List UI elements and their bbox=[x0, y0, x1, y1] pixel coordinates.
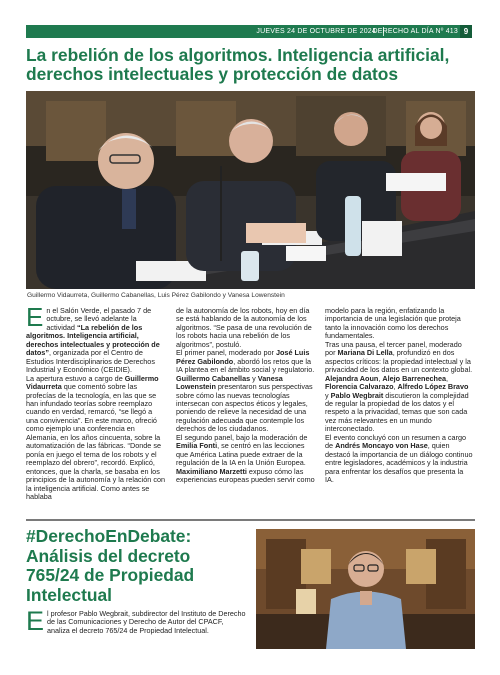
bold-run: José Luis Pérez Gabilondo bbox=[176, 348, 310, 366]
text-run: , abordó los retos que la IA plantea en el ámbito social y regulatorio. bbox=[176, 356, 315, 375]
text-run: n el Salón Verde, el pasado 7 de octubre, se llevó adelante la actividad bbox=[46, 306, 152, 332]
text-run: , quien destacó la importancia de un diálogo continuo entre legisladores, académicos y la industria para enfrentar los desafíos que presenta la IA. bbox=[325, 441, 473, 485]
text-run: , bbox=[378, 373, 383, 383]
text-run: Tras una pausa, el tercer panel, moderado por bbox=[325, 339, 462, 358]
bold-run: Maximiliano Marzetti bbox=[176, 466, 247, 476]
paragraph bbox=[26, 375, 166, 502]
article-column-1 bbox=[26, 302, 166, 501]
header-bar bbox=[26, 25, 472, 38]
speaker-photo bbox=[256, 529, 475, 649]
bold-run: Alejo Barrenechea bbox=[382, 373, 447, 383]
photo-caption: Guillermo Vidaurreta, Guillermo Cabanellas, Luis Pérez Gabilondo y Vanesa Lowenstein bbox=[27, 292, 285, 299]
text-run: , se centró en las lecciones que América Latina puede extraer de la regulación de la IA en la Unión Europea. bbox=[176, 441, 306, 468]
text-run: La apertura estuvo a cargo de bbox=[26, 373, 125, 383]
bold-run: Alfredo López Bravo bbox=[397, 382, 469, 392]
drop-cap: E bbox=[26, 302, 44, 332]
paragraph bbox=[325, 307, 474, 341]
bold-run: “La rebelión de los algoritmos. Inteligencia artificial, derechos intelectuales y protección de datos” bbox=[26, 322, 160, 358]
bold-run: Guillermo Cabanellas bbox=[176, 373, 251, 383]
bold-run: Vanesa Lowenstein bbox=[176, 373, 283, 392]
header-date: JUEVES 24 DE OCTUBRE DE 2024 bbox=[256, 28, 376, 35]
page-number: 9 bbox=[460, 25, 472, 38]
text-run: , organizada por el Centro de Estudios Interdisciplinarios de Derechos Industrial y Económico (CEIDIE). bbox=[26, 348, 155, 375]
drop-cap: E bbox=[26, 606, 45, 636]
bold-run: Mariana Di Lella bbox=[337, 348, 393, 358]
bold-run: Florencia Calvarazo bbox=[325, 382, 394, 392]
text-run: de la autonomía de los robots, hoy en día se está hablando de la autonomía de los algoritmos. “Se pasa de una revolución de los robots hacia una rebelión de los algoritmos”, postuló. bbox=[176, 306, 312, 349]
paragraph bbox=[176, 307, 316, 349]
text-run: l profesor Pablo Wegbrait, subdirector del Instituto de Derecho de las Comunicaciones y Derecho de Autor del CPACF, analiza el decreto 765/24 de Propiedad Intelectual. bbox=[47, 609, 246, 635]
paragraph bbox=[176, 349, 316, 434]
text-run: modelo para la región, enfatizando la importancia de una legislación que proteja tanto la innovación como los derechos fundamentales. bbox=[325, 306, 461, 341]
section-divider bbox=[26, 519, 475, 521]
text-run: discutieron la complejidad de regular la propiedad de los datos y el respeto a la privacidad, temas que son cada vez más relevantes en un mundo interconectado. bbox=[325, 390, 469, 434]
text-run: El primer panel, moderado por bbox=[176, 348, 276, 358]
text-run: El evento concluyó con un resumen a cargo de bbox=[325, 432, 467, 451]
bold-run: Emilia Fonti bbox=[176, 441, 218, 451]
text-run: expuso cómo las experiencias europeas pueden servir como bbox=[176, 466, 315, 485]
debate-title: #DerechoEnDebate: Análisis del decreto 765/24 de Propiedad Intelectual bbox=[26, 526, 195, 605]
article-column-3 bbox=[325, 307, 474, 501]
text-run: que comentó sobre las profecías de la tecnología, en las que se han infundado teorías sobre reemplazo cuando en verdad, remarcó, “se llegó a una convivencia”. En este marco, ofreció como ejemplo una conferencia en Alemania, en los años cincuenta, sobre la automatización de las fábricas. “Donde se ponía en juego el tema de los robots y el reemplazo del obrero”, recordó. Explicó, entonces, que la charla, se basaba en los principios de la autonomía y la relación con la inteligencia artificial. Como antes se hablaba bbox=[26, 382, 166, 501]
bold-run: Alejandra Aoun bbox=[325, 373, 379, 383]
panel-photo bbox=[26, 91, 475, 289]
article-column-2 bbox=[176, 307, 316, 501]
text-run: y bbox=[325, 390, 331, 400]
paragraph bbox=[176, 434, 316, 485]
paragraph bbox=[26, 302, 166, 375]
paragraph bbox=[325, 341, 474, 434]
bold-run: Andrés Moncayo von Hase bbox=[335, 441, 428, 451]
text-run: presentaron sus perspectivas sobre cómo las nuevas tecnologías intersecan con aspectos éticos y legales, poniendo de relieve la necesidad de una regulación adecuada que contemple los derechos de los ciudadanos. bbox=[176, 382, 313, 434]
header-issue: DERECHO AL DÍA Nº 413 bbox=[372, 28, 458, 35]
text-run: y bbox=[250, 373, 258, 383]
bold-run: Pablo Wegbrait bbox=[330, 390, 384, 400]
article-body bbox=[26, 302, 474, 501]
debate-intro bbox=[26, 606, 248, 636]
paragraph bbox=[325, 434, 474, 485]
text-run: , bbox=[446, 373, 449, 383]
text-run: El segundo panel, bajo la moderación de bbox=[176, 432, 308, 442]
article-title: La rebelión de los algoritmos. Inteligencia artificial, derechos intelectuales y protección de datos bbox=[26, 45, 450, 84]
text-run: , bbox=[393, 382, 398, 392]
bold-run: Guillermo Vidaurreta bbox=[26, 373, 159, 392]
text-run: , profundizó en dos aspectos críticos: la propiedad intelectual y la privacidad de los datos en un contexto global. bbox=[325, 348, 473, 375]
